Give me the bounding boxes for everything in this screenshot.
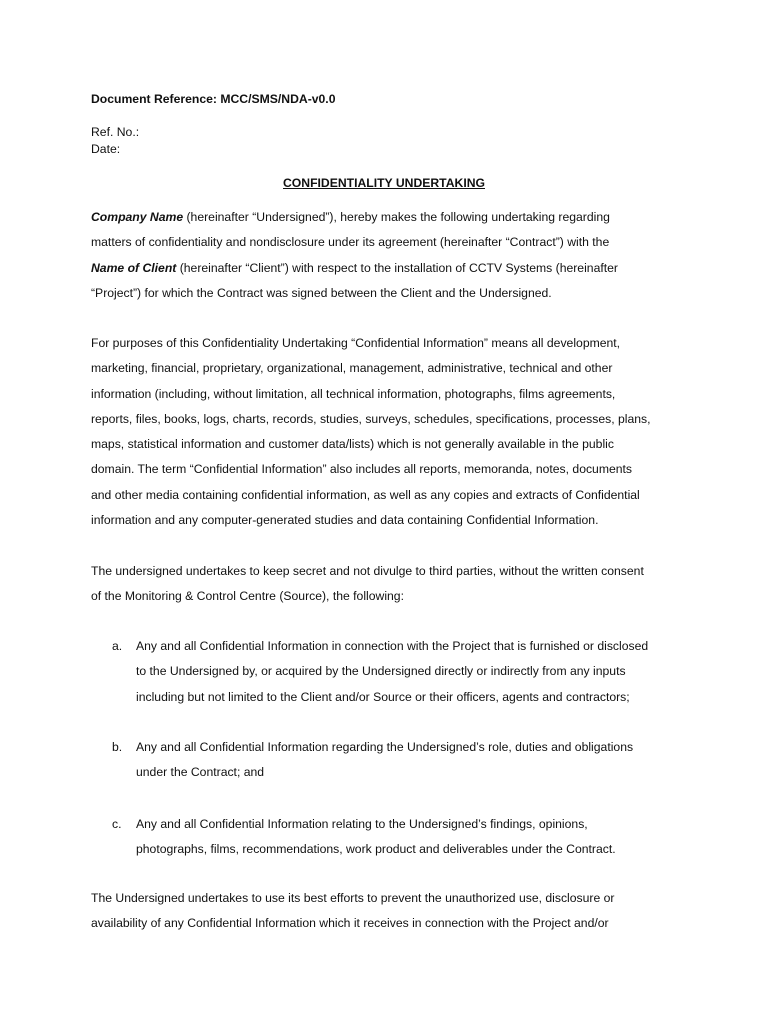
paragraph-line: and other media containing confidential information, as well as any copies and extracts of Confidential	[91, 487, 640, 502]
client-name: Name of Client	[91, 260, 177, 275]
list-item-line: Any and all Confidential Information in connection with the Project that is furnished or disclosed	[136, 639, 649, 653]
paragraph-line: matters of confidentiality and nondisclosure under its agreement (hereinafter “Contract”) with the	[91, 235, 610, 250]
document-title: CONFIDENTIALITY UNDERTAKING	[283, 176, 485, 190]
paragraph-text: (hereinafter “Undersigned”), hereby makes the following undertaking regarding	[183, 210, 610, 224]
paragraph-line: maps, statistical information and customer data/lists) which is not generally available in the public	[91, 437, 614, 452]
document-reference	[91, 91, 691, 108]
list-item-line: Any and all Confidential Information regarding the Undersigned’s role, duties and obligations	[136, 740, 634, 754]
paragraph-text: (hereinafter “Client”) with respect to the installation of CCTV Systems (hereinafter	[176, 260, 618, 275]
paragraph-line: of the Monitoring & Control Centre (Source), the following:	[91, 589, 404, 604]
paragraph-parties	[91, 205, 681, 306]
ref-no-label: Ref. No.:	[91, 125, 140, 139]
paragraph-line: For purposes of this Confidentiality Undertaking “Confidential Information” means all development,	[91, 336, 621, 350]
paragraph-line: reports, files, books, logs, charts, records, studies, surveys, schedules, specifications, processes, plans,	[91, 411, 651, 426]
list-marker: a.	[112, 639, 123, 653]
paragraph-undertaking	[91, 559, 681, 610]
paragraph-line: information and any computer-generated studies and data containing Confidential Information.	[91, 513, 599, 528]
list-item-body	[136, 735, 633, 786]
paragraph-definition	[91, 331, 681, 533]
list-item-body	[136, 634, 648, 710]
list-item-line: Any and all Confidential Information relating to the Undersigned’s findings, opinions,	[136, 817, 588, 831]
paragraph-line	[91, 256, 681, 281]
paragraph-line: information (including, without limitation, all technical information, photographs, films agreements,	[91, 386, 616, 401]
list-item-body	[136, 812, 616, 863]
paragraph-best-efforts	[91, 886, 681, 937]
list-marker: c.	[112, 817, 122, 831]
reference-fields	[91, 124, 139, 158]
paragraph-line	[91, 205, 681, 230]
date-label: Date:	[91, 142, 121, 156]
paragraph-line: The undersigned undertakes to keep secret and not divulge to third parties, without the written consent	[91, 564, 644, 578]
paragraph-line: marketing, financial, proprietary, organizational, management, administrative, technical and other	[91, 361, 613, 376]
paragraph-line: domain. The term “Confidential Information” also includes all reports, memoranda, notes, documents	[91, 462, 633, 477]
paragraph-line: “Project”) for which the Contract was signed between the Client and the Undersigned.	[91, 285, 552, 300]
company-name: Company Name	[91, 210, 184, 224]
paragraph-line: availability of any Confidential Information which it receives in connection with the Project and/or	[91, 916, 609, 931]
list-item-line: including but not limited to the Client and/or Source or their officers, agents and contractors;	[136, 689, 630, 704]
paragraph-line: The Undersigned undertakes to use its best efforts to prevent the unauthorized use, disclosure or	[91, 891, 615, 905]
list-marker: b.	[112, 740, 123, 754]
document-reference-text: Document Reference: MCC/SMS/NDA-v0.0	[91, 92, 336, 106]
list-item-line: photographs, films, recommendations, work product and deliverables under the Contract.	[136, 842, 616, 857]
list-item-line: to the Undersigned by, or acquired by the Undersigned directly or indirectly from any inputs	[136, 664, 626, 679]
list-item-line: under the Contract; and	[136, 765, 265, 780]
